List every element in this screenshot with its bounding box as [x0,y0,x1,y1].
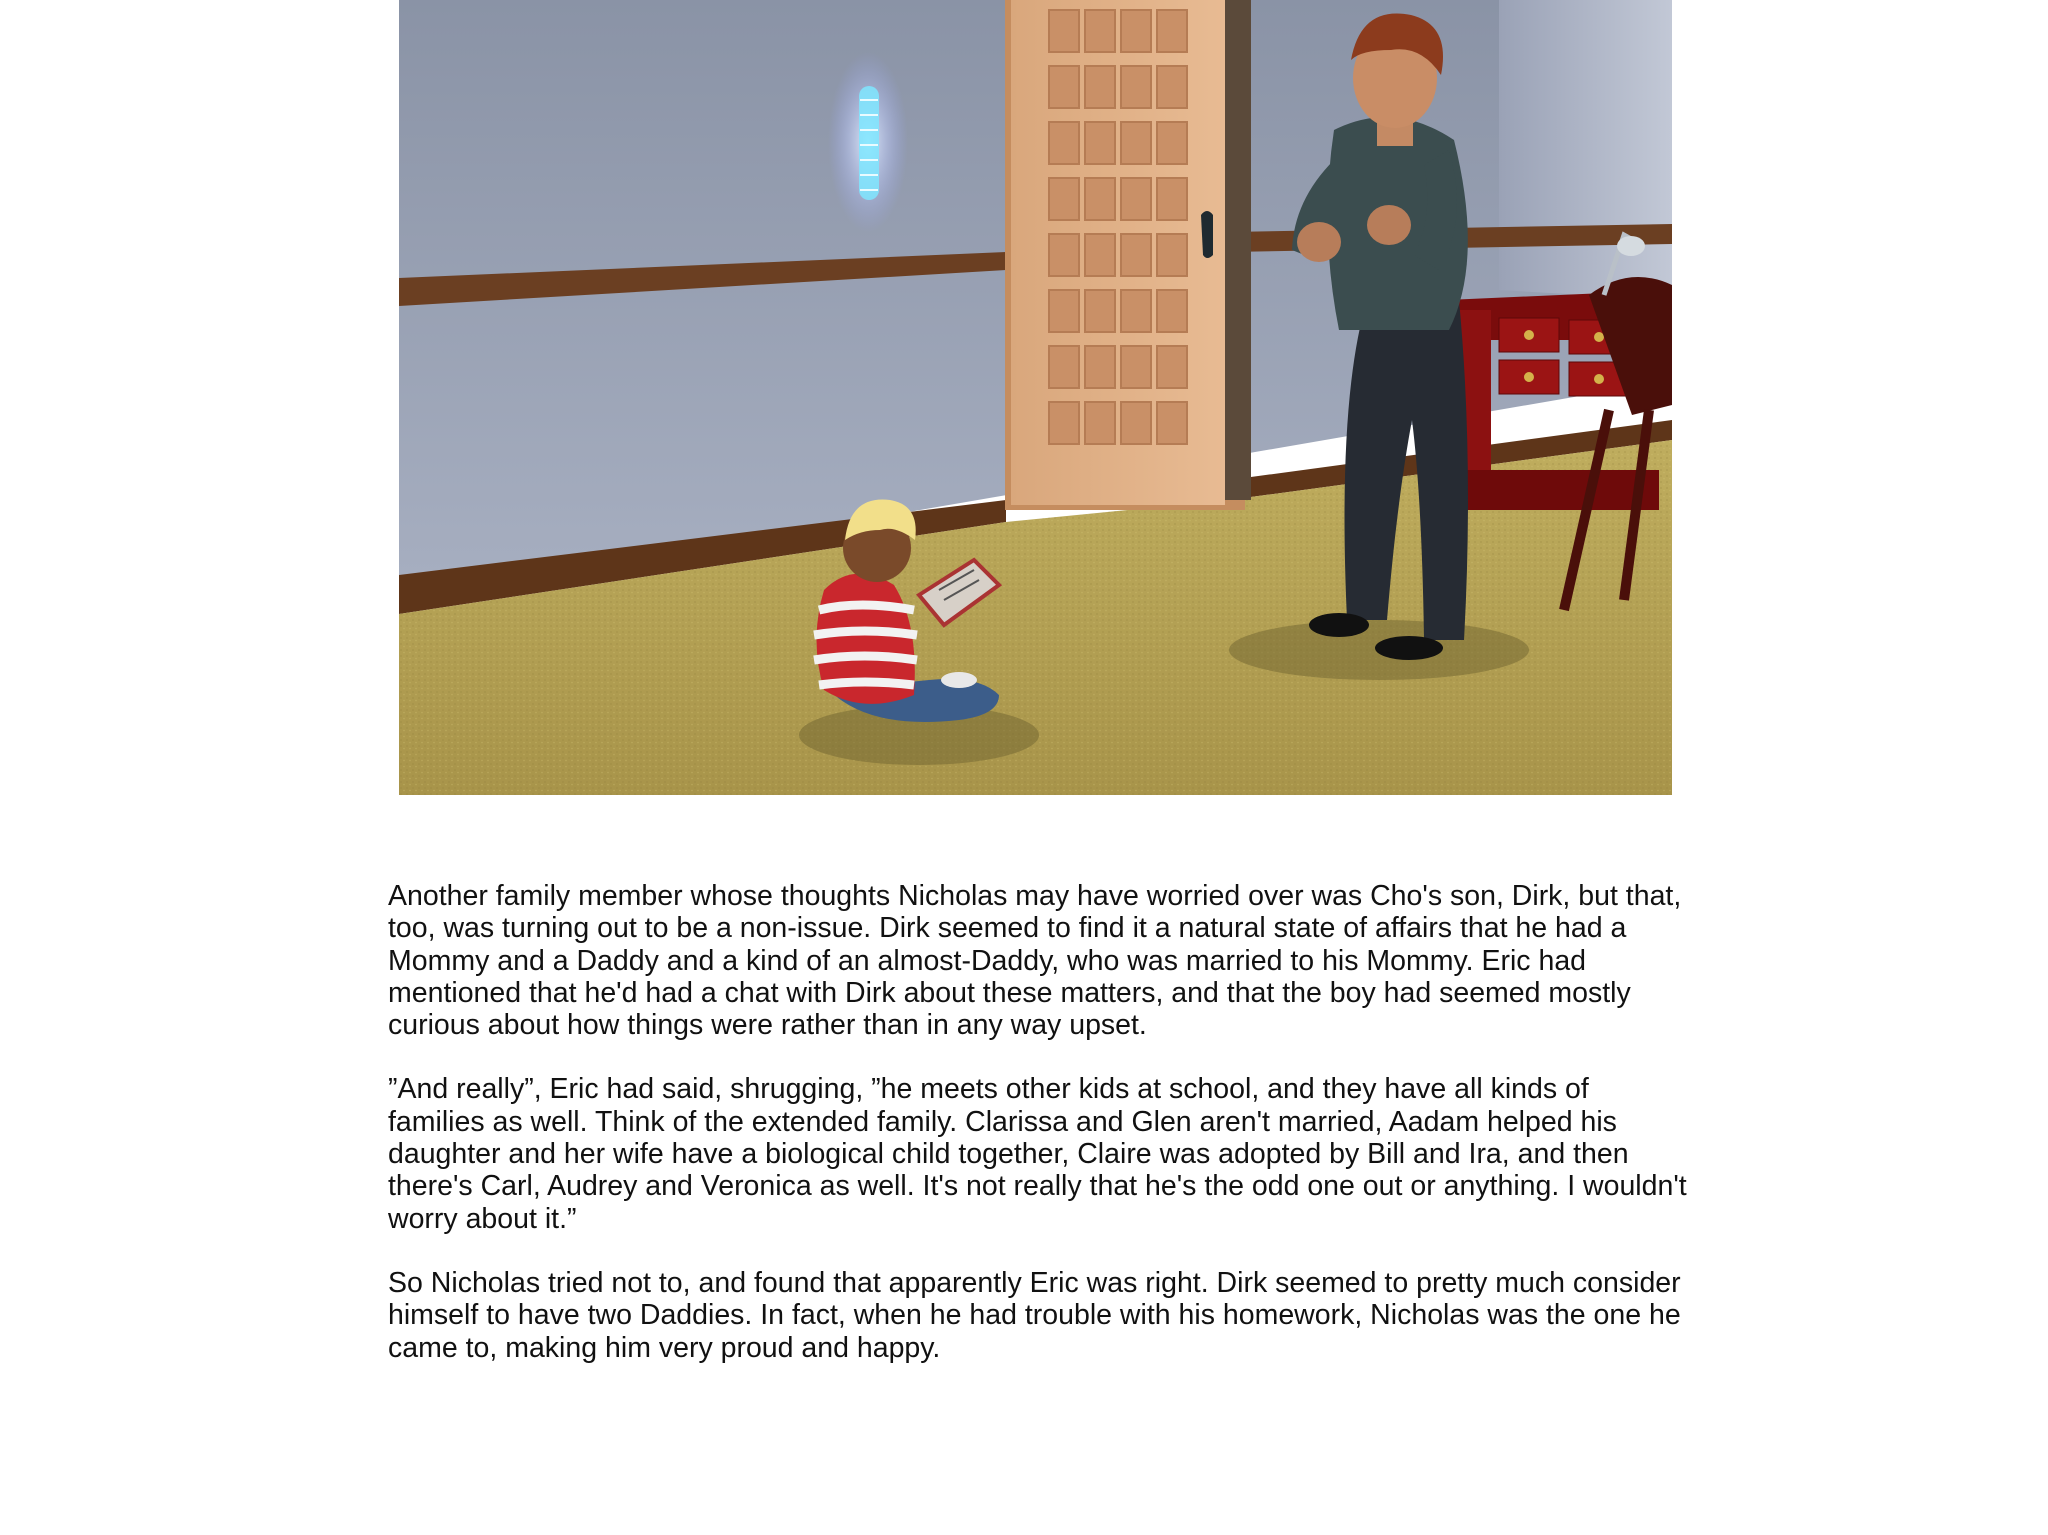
story-paragraph: ”And really”, Eric had said, shrugging, ”he meets other kids at school, and they have all kinds of families as well. Think of the extended family. Clarissa and Glen aren't married, Aadam helped his daughter and her wife have a biological child together, Claire was adopted by Bill and Ira, and then there's Carl, Audrey and Veronica as well. It's not really that he's the odd one out or anything. I wouldn't worry about it.” [388,1073,1687,1235]
story-text [388,880,1688,1396]
story-paragraph: So Nicholas tried not to, and found that apparently Eric was right. Dirk seemed to pretty much consider himself to have two Daddies. In fact, when he had trouble with his homework, Nicholas was the one he came to, making him very proud and happy. [388,1266,1681,1364]
scene-image [399,0,1672,795]
story-paragraph: Another family member whose thoughts Nicholas may have worried over was Cho's son, Dirk, but that, too, was turning out to be a non-issue. Dirk seemed to find it a natural state of affairs that he had a Mommy and a Daddy and a kind of an almost-Daddy, who was married to his Mommy. Eric had mentioned that he'd had a chat with Dirk about these matters, and that the boy had seemed mostly curious about how things were rather than in any way upset. [388,880,1682,1042]
